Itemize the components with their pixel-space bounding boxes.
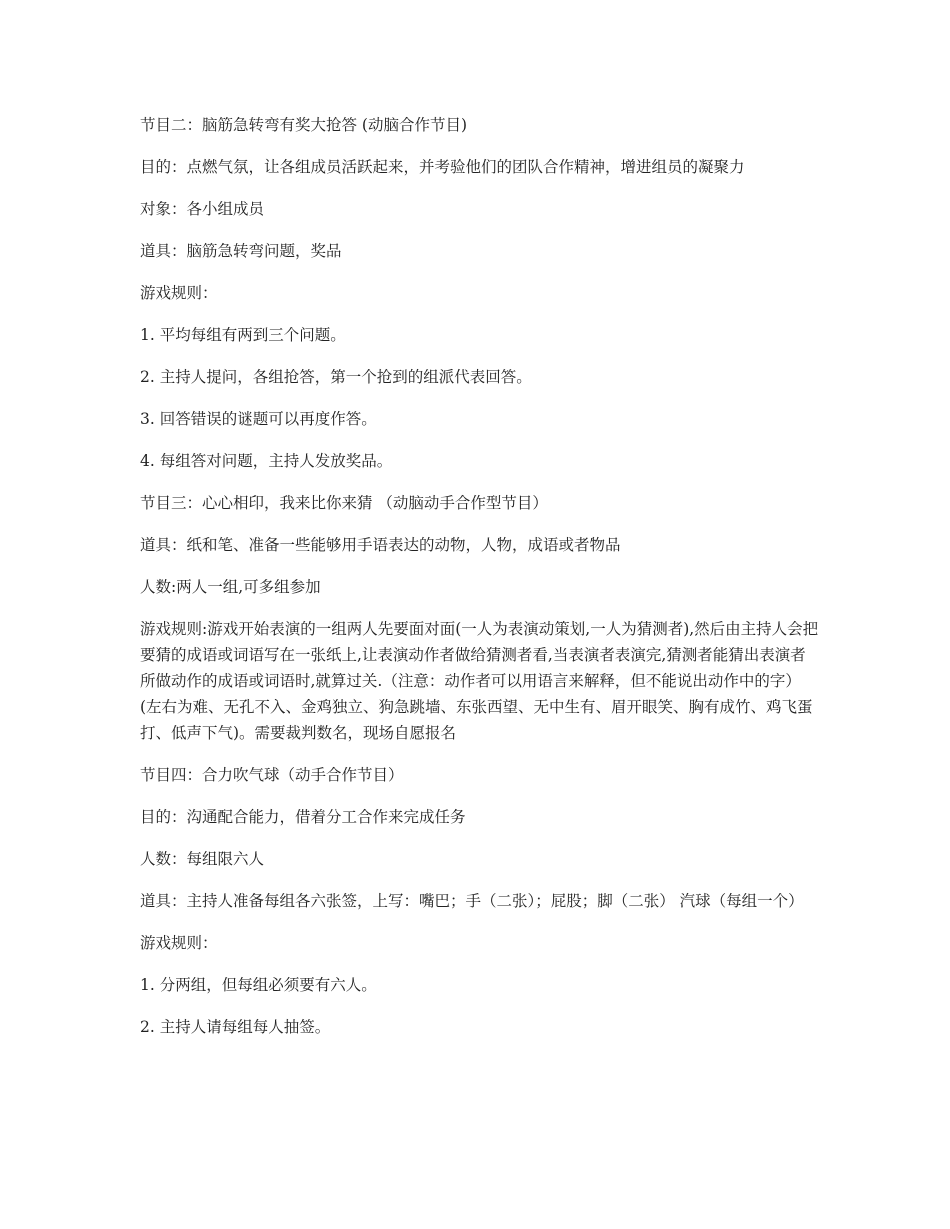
participants-line: 人数：每组限六人 <box>140 850 265 868</box>
rules-heading: 游戏规则： <box>140 284 218 302</box>
props-paragraph: 道具：主持人准备每组各六张签，上写：嘴巴；手（二张）；屁股；脚（二张） 汽球（每组一个） <box>140 892 804 910</box>
rule-item: 2. 主持人提问，各组抢答，第一个抢到的组派代表回答。 <box>140 368 532 386</box>
rule-item: 3. 回答错误的谜题可以再度作答。 <box>140 410 377 428</box>
section-heading-program-4: 节目四：合力吹气球（动手合作节目） <box>140 766 404 784</box>
rule-item: 4. 每组答对问题，主持人发放奖品。 <box>140 452 393 470</box>
purpose-line: 目的：点燃气氛，让各组成员活跃起来，并考验他们的团队合作精神，增进组员的凝聚力 <box>140 158 745 176</box>
section-heading-program-2: 节目二：脑筋急转弯有奖大抢答 (动脑合作节目) <box>140 116 468 134</box>
rule-item: 1. 平均每组有两到三个问题。 <box>140 326 346 344</box>
props-line: 道具：脑筋急转弯问题，奖品 <box>140 242 342 260</box>
rule-item: 1. 分两组，但每组必须要有六人。 <box>140 976 377 994</box>
rules-paragraph: 游戏规则:游戏开始表演的一组两人先要面对面(一人为表演动策划,一人为猜测者),然后由主持人会把要猜的成语或词语写在一张纸上,让表演动作者做给猜测者看,当表演者表演完,猜测者能猜出表演者所做动作的成语或词语时,就算过关.（注意：动作者可以用语言来解释，但不能说出动作中的字）(左右为难、无孔不入、金鸡独立、狗急跳墙、东张西望、无中生有、眉开眼笑、胸有成竹、鸡飞蛋打、低声下气)。需要裁判数名，现场自愿报名 <box>140 620 819 742</box>
document-page <box>140 112 820 1056</box>
rules-heading: 游戏规则： <box>140 934 218 952</box>
purpose-line: 目的：沟通配合能力，借着分工合作来完成任务 <box>140 808 466 826</box>
props-line: 道具：纸和笔、准备一些能够用手语表达的动物，人物，成语或者物品 <box>140 536 621 554</box>
rule-item: 2. 主持人请每组每人抽签。 <box>140 1018 331 1036</box>
section-heading-program-3: 节目三：心心相印，我来比你来猜 （动脑动手合作型节目） <box>140 494 548 512</box>
participants-line: 人数:两人一组,可多组参加 <box>140 578 321 596</box>
target-line: 对象：各小组成员 <box>140 200 265 218</box>
